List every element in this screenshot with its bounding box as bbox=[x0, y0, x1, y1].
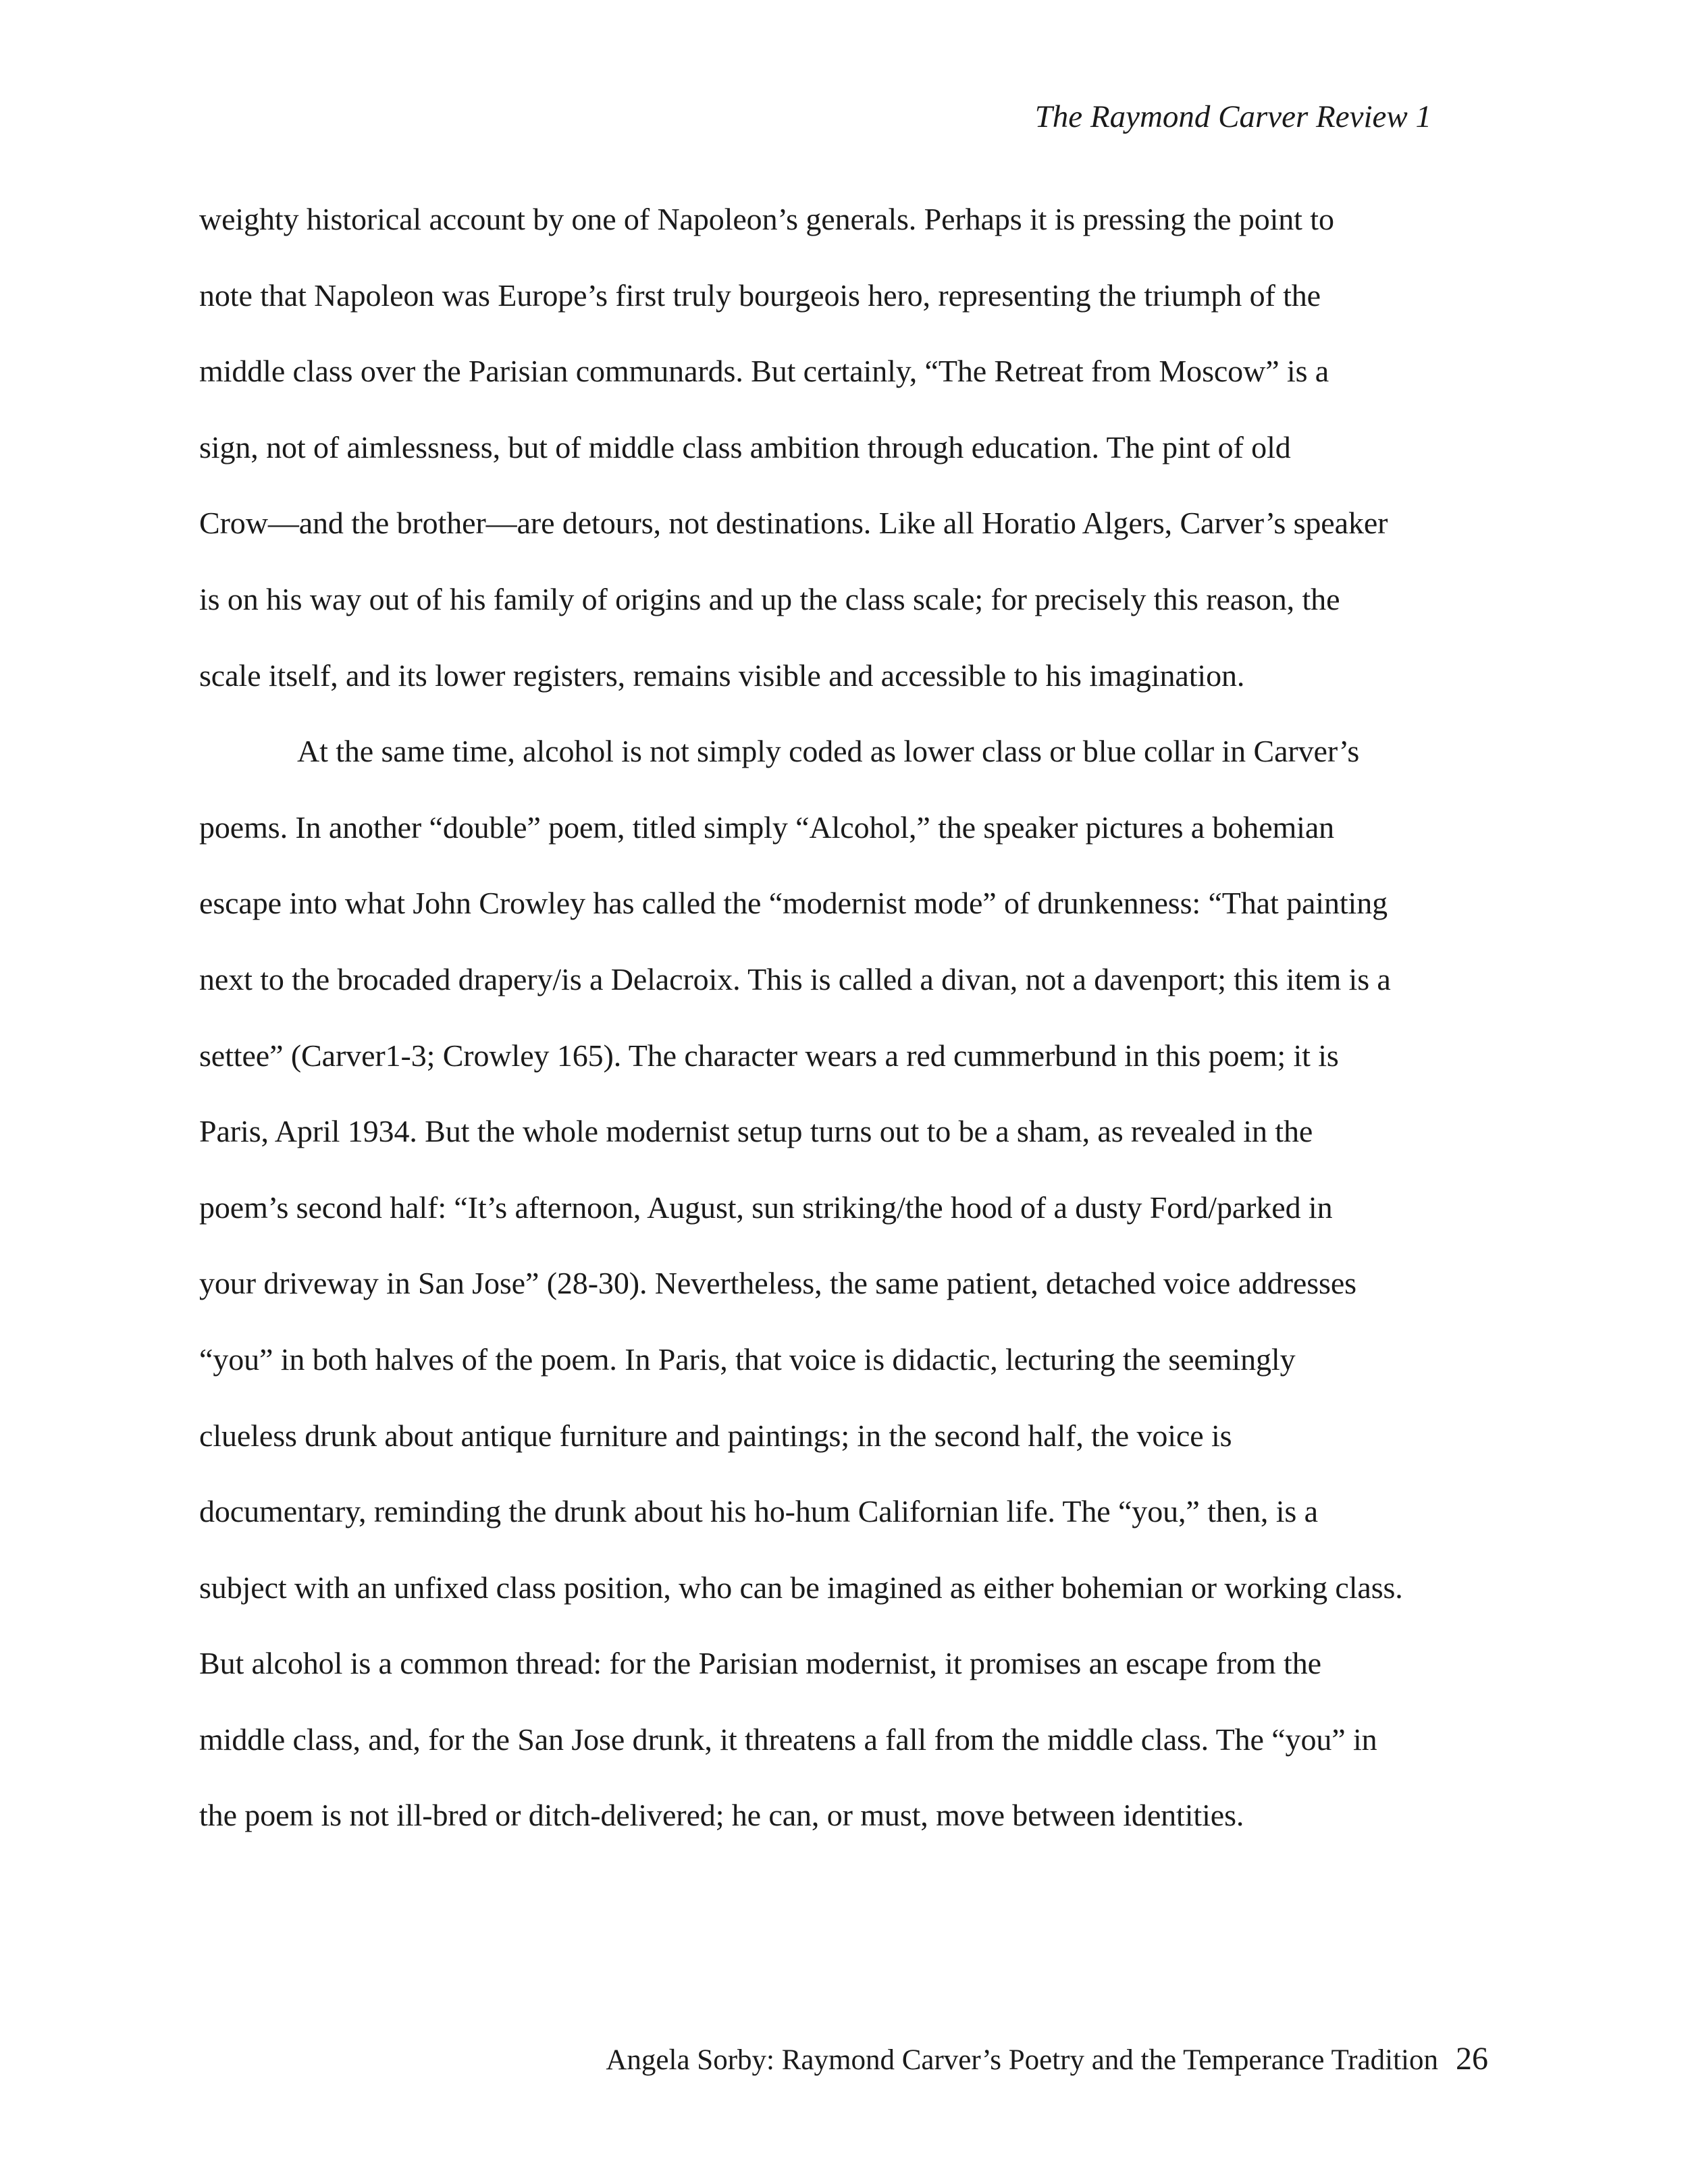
text-line: Paris, April 1934. But the whole modernist setup turns out to be a sham, as revealed in the bbox=[199, 1114, 1313, 1149]
text-line: documentary, reminding the drunk about his ho-hum Californian life. The “you,” then, is a bbox=[199, 1494, 1318, 1529]
text-line: poems. In another “double” poem, titled simply “Alcohol,” the speaker pictures a bohemian bbox=[199, 809, 1335, 845]
text-line: subject with an unfixed class position, who can be imagined as either bohemian or working class. bbox=[199, 1570, 1403, 1605]
text-line: “you” in both halves of the poem. In Paris, that voice is didactic, lecturing the seemingly bbox=[199, 1341, 1296, 1377]
text-line: note that Napoleon was Europe’s first truly bourgeois hero, representing the triumph of the bbox=[199, 277, 1321, 313]
text-line: your driveway in San Jose” (28-30). Nevertheless, the same patient, detached voice addresses bbox=[199, 1266, 1356, 1301]
text-line: next to the brocaded drapery/is a Delacroix. This is called a divan, not a davenport; this item is a bbox=[199, 961, 1391, 996]
footer-citation: Angela Sorby: Raymond Carver’s Poetry and the Temperance Tradition bbox=[606, 2044, 1438, 2076]
text-line: middle class over the Parisian communards. But certainly, “The Retreat from Moscow” is a bbox=[199, 354, 1329, 389]
text-line: the poem is not ill-bred or ditch-delivered; he can, or must, move between identities. bbox=[199, 1798, 1244, 1833]
text-line: sign, not of aimlessness, but of middle class ambition through education. The pint of old bbox=[199, 429, 1291, 464]
text-line: escape into what John Crowley has called the “modernist mode” of drunkenness: “That painting bbox=[199, 886, 1388, 921]
text-line: But alcohol is a common thread: for the Parisian modernist, it promises an escape from the bbox=[199, 1646, 1321, 1681]
text-line: scale itself, and its lower registers, remains visible and accessible to his imagination. bbox=[199, 658, 1245, 693]
text-line: is on his way out of his family of origins and up the class scale; for precisely this reason, the bbox=[199, 581, 1340, 616]
page-footer bbox=[606, 2039, 1488, 2081]
text-line: poem’s second half: “It’s afternoon, August, sun striking/the hood of a dusty Ford/parked in bbox=[199, 1190, 1333, 1225]
running-header: The Raymond Carver Review 1 bbox=[1034, 99, 1431, 134]
text-line: settee” (Carver1-3; Crowley 165). The character wears a red cummerbund in this poem; it is bbox=[199, 1038, 1339, 1073]
page-number: 26 bbox=[1456, 2041, 1488, 2077]
text-line: middle class, and, for the San Jose drunk, it threatens a fall from the middle class. The “you” in bbox=[199, 1722, 1377, 1757]
paragraph-first-line: At the same time, alcohol is not simply coded as lower class or blue collar in Carver’s bbox=[297, 734, 1360, 769]
body-text bbox=[199, 196, 1509, 1868]
text-line: Crow—and the brother—are detours, not destinations. Like all Horatio Algers, Carver’s speaker bbox=[199, 506, 1388, 541]
text-line: clueless drunk about antique furniture and paintings; in the second half, the voice is bbox=[199, 1418, 1232, 1453]
text-line: weighty historical account by one of Napoleon’s generals. Perhaps it is pressing the point to bbox=[199, 202, 1334, 236]
